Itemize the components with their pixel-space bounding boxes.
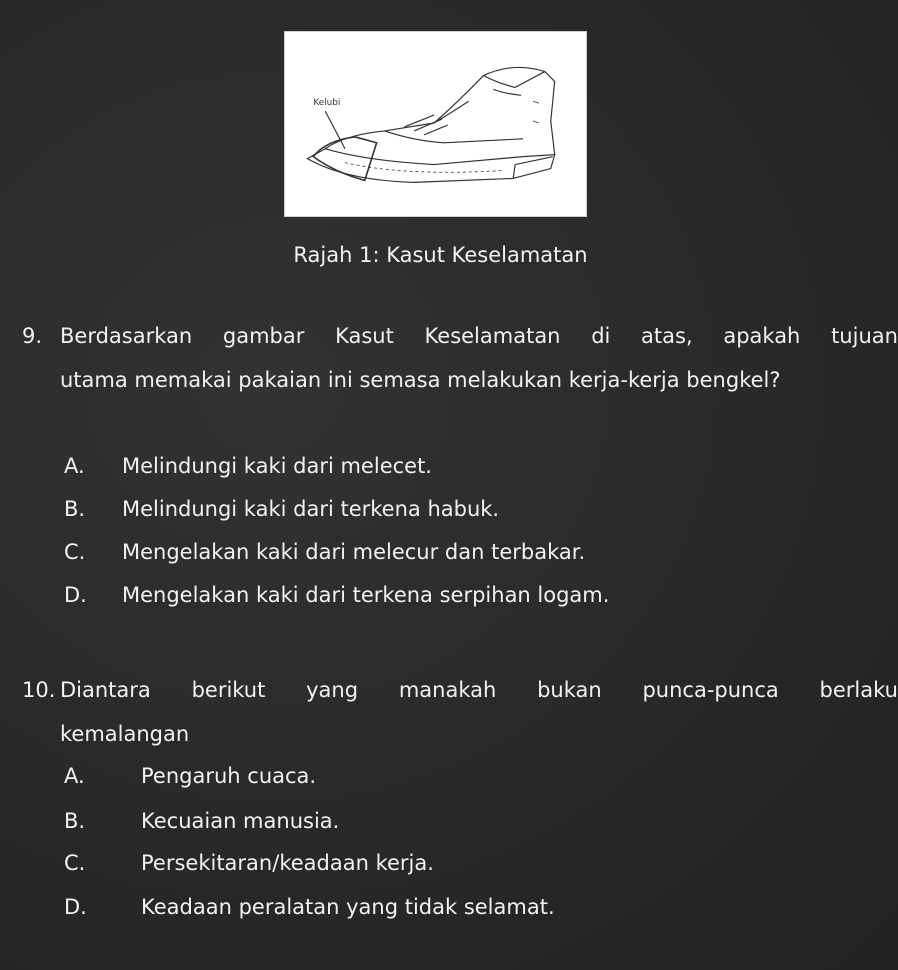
safety-shoe-illustration — [285, 32, 586, 216]
figure-label: Kelubi — [313, 98, 341, 109]
option-letter: A. — [64, 764, 85, 788]
question-10-option-d[interactable] — [64, 895, 555, 919]
question-word: manakah — [398, 678, 497, 702]
option-letter: D. — [64, 583, 87, 607]
question-10-option-a[interactable] — [64, 764, 316, 788]
option-text: Persekitaran/keadaan kerja. — [141, 851, 434, 875]
option-letter: A. — [64, 454, 85, 478]
question-10-text-line-1 — [60, 678, 898, 702]
option-letter: C. — [64, 851, 86, 875]
question-word: tujuan — [831, 324, 898, 348]
question-word: di — [591, 324, 611, 348]
safety-shoe-figure — [284, 31, 587, 217]
option-text: Keadaan peralatan yang tidak selamat. — [141, 895, 555, 919]
question-word: bukan — [537, 678, 602, 702]
question-9-number: 9. — [22, 324, 43, 348]
option-letter: C. — [64, 540, 86, 564]
figure-caption: Rajah 1: Kasut Keselamatan — [293, 243, 588, 267]
question-word: Diantara — [60, 678, 151, 702]
option-text: Pengaruh cuaca. — [141, 764, 317, 788]
option-letter: B. — [64, 497, 86, 521]
question-10-option-c[interactable] — [64, 851, 434, 875]
question-10-option-b[interactable] — [64, 809, 339, 833]
question-word: punca-punca — [642, 678, 779, 702]
option-text: Mengelakan kaki dari terkena serpihan logam. — [122, 583, 610, 607]
question-word: Kasut — [335, 324, 394, 348]
question-word: yang — [306, 678, 359, 702]
question-9-option-b[interactable] — [64, 497, 499, 521]
question-word: berikut — [191, 678, 266, 702]
option-text: Melindungi kaki dari terkena habuk. — [122, 497, 500, 521]
question-9-text-line-2: utama memakai pakaian ini semasa melakukan kerja-kerja bengkel? — [60, 368, 781, 392]
option-text: Melindungi kaki dari melecet. — [122, 454, 432, 478]
question-word: gambar — [222, 324, 305, 348]
option-text: Kecuaian manusia. — [141, 809, 340, 833]
question-word: apakah — [723, 324, 801, 348]
question-9-option-c[interactable] — [64, 540, 585, 564]
option-letter: D. — [64, 895, 87, 919]
question-word: atas, — [641, 324, 693, 348]
question-10-number: 10. — [22, 678, 56, 702]
question-9-text-line-1 — [60, 324, 898, 348]
question-10-text-line-2: kemalangan — [60, 722, 190, 746]
question-word: berlaku — [819, 678, 898, 702]
option-text: Mengelakan kaki dari melecur dan terbakar. — [122, 540, 586, 564]
question-9-option-a[interactable] — [64, 454, 432, 478]
option-letter: B. — [64, 809, 86, 833]
question-9-line-1 — [22, 324, 898, 348]
question-word: Keselamatan — [424, 324, 561, 348]
question-word: Berdasarkan — [60, 324, 193, 348]
question-10-line-1 — [22, 678, 898, 702]
question-9-option-d[interactable] — [64, 583, 609, 607]
